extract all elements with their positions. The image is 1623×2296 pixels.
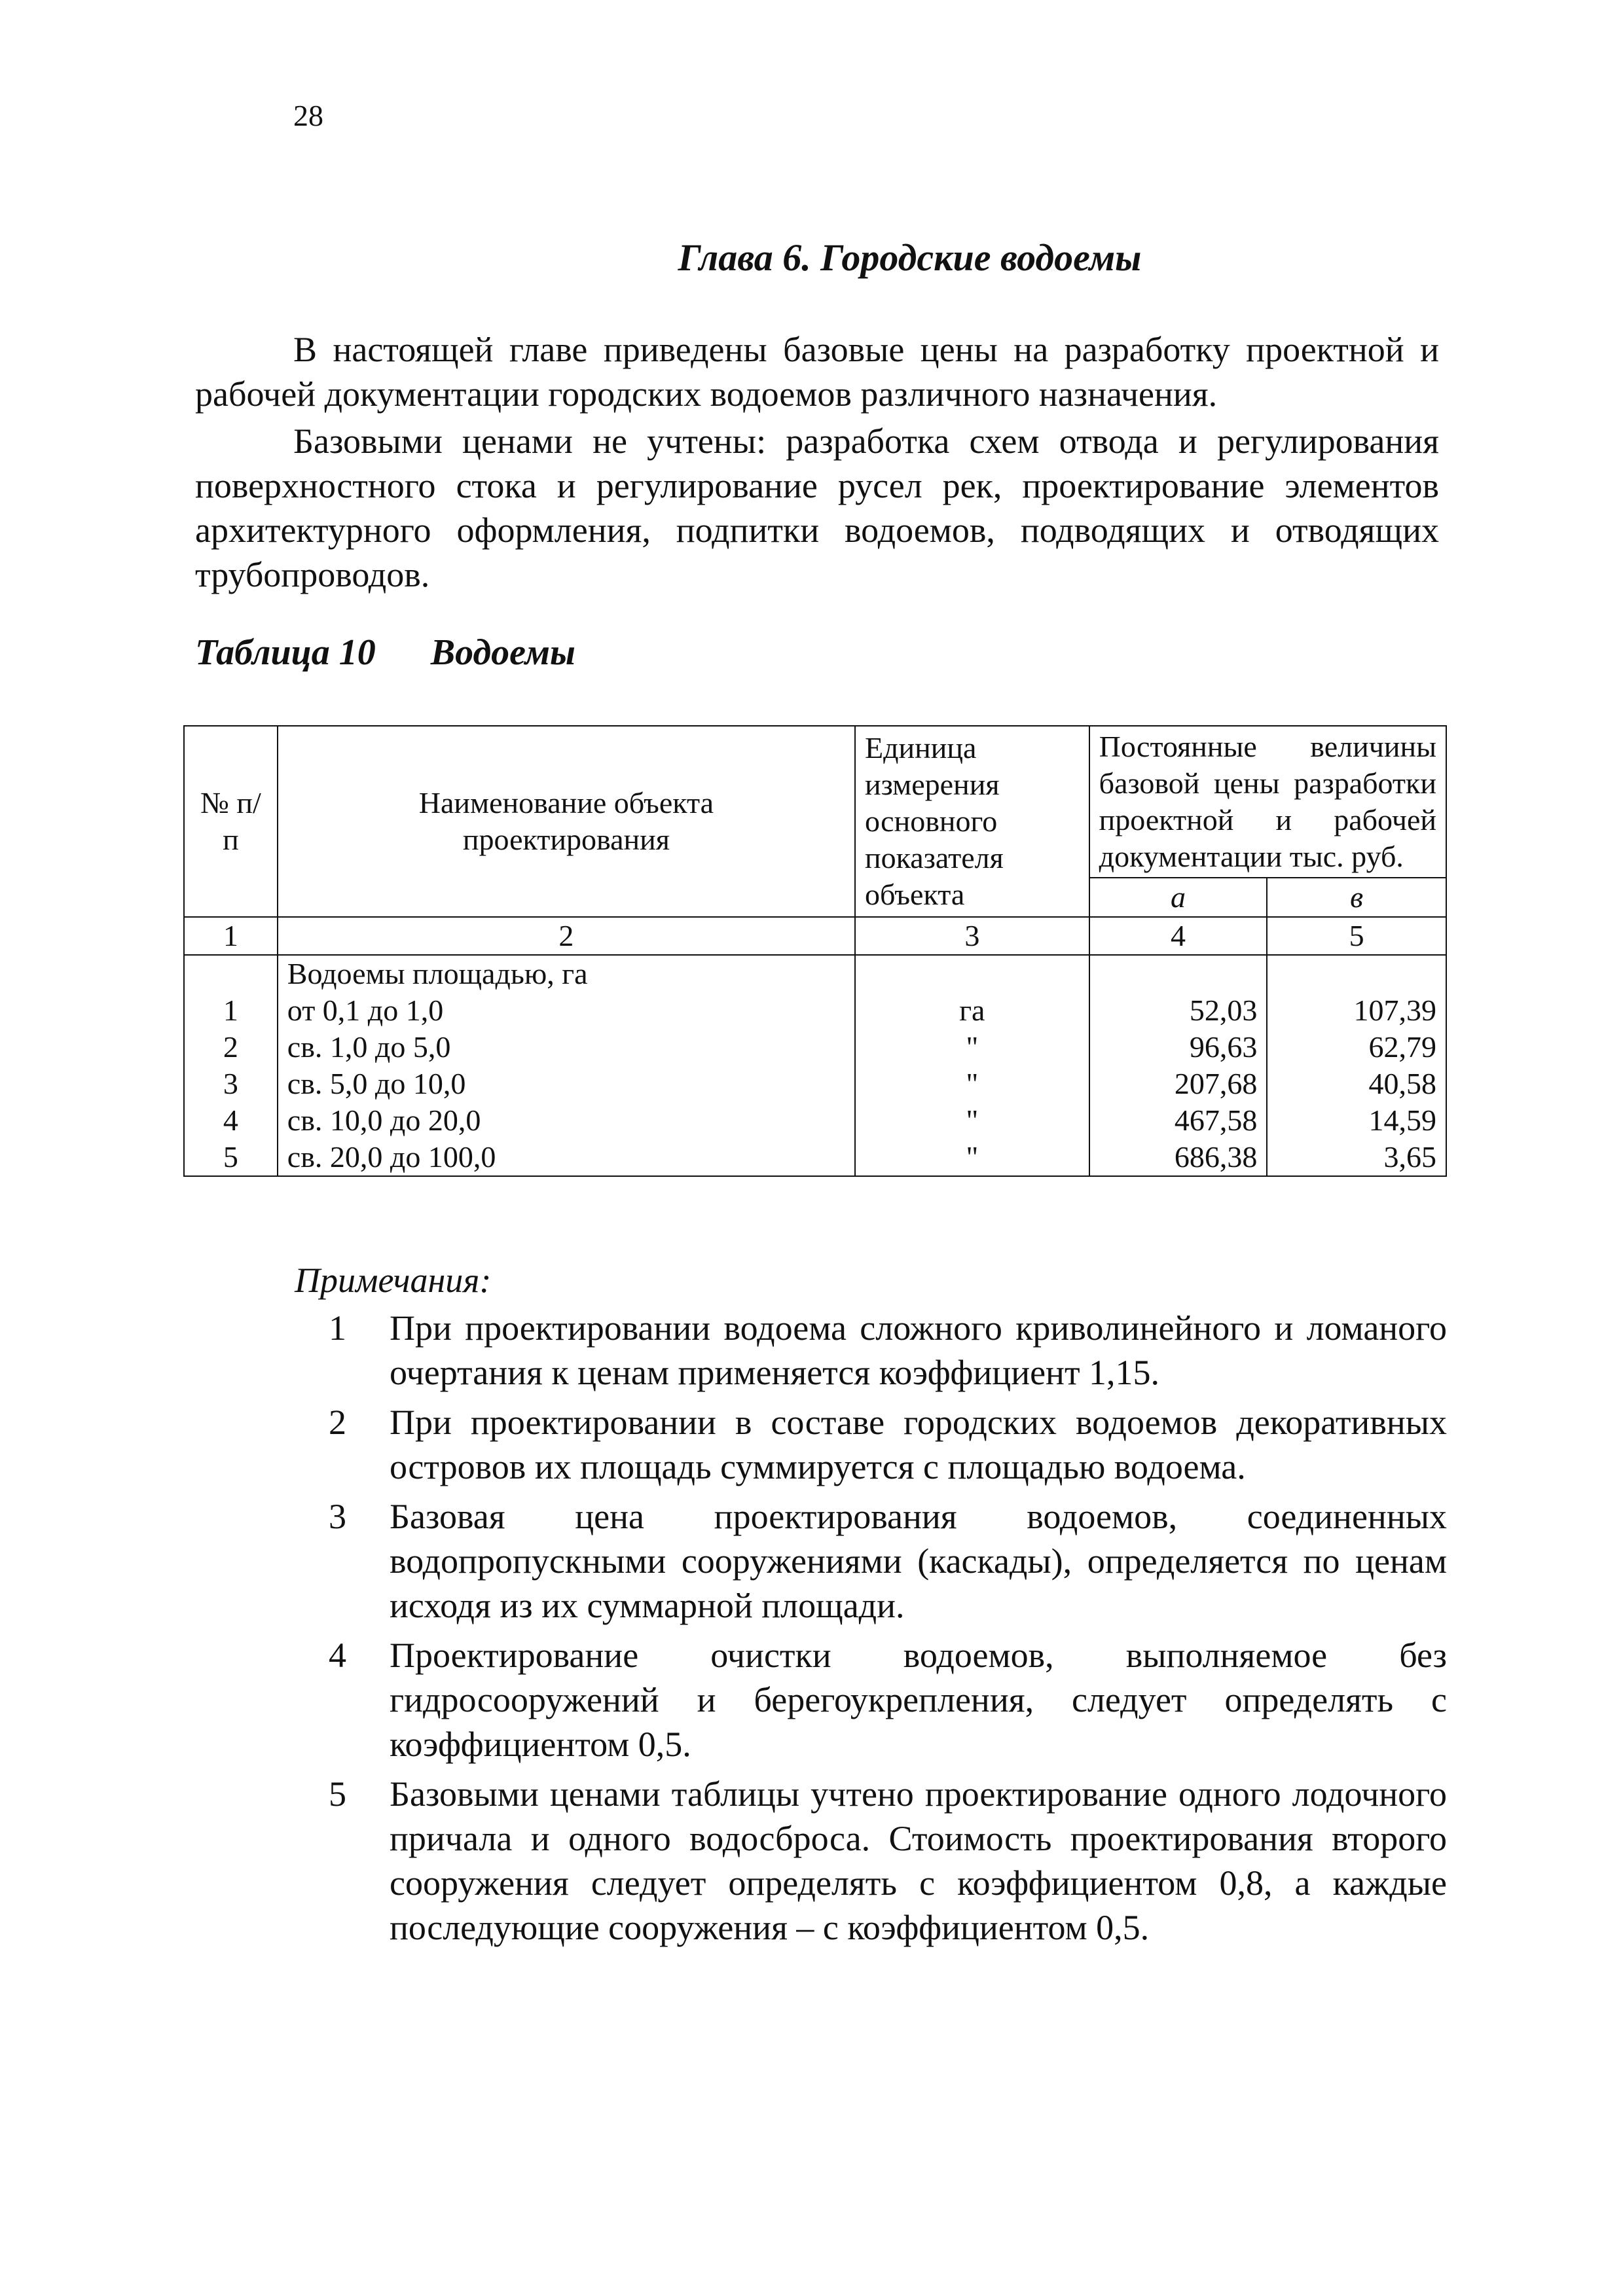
row-number: 4 xyxy=(223,1103,238,1137)
note-item xyxy=(295,1633,1447,1767)
prices-table xyxy=(183,725,1447,1177)
header-const: Постоянные величины базовой цены разработки проектной и рабочей документации тыс. руб. xyxy=(1089,726,1446,878)
column-number-row xyxy=(184,917,1446,955)
table-caption-label: Таблица 10 xyxy=(195,632,376,673)
note-item xyxy=(295,1772,1447,1950)
value-b: 14,59 xyxy=(1368,1103,1436,1137)
column-number: 4 xyxy=(1089,917,1267,955)
note-number: 5 xyxy=(329,1774,346,1814)
row-unit: " xyxy=(966,1103,979,1137)
note-number: 1 xyxy=(329,1308,346,1348)
row-units-cell xyxy=(855,955,1089,1176)
value-b: 107,39 xyxy=(1353,994,1436,1027)
note-text: Проектирование очистки водоемов, выполняемое без гидросооружений и берегоукрепления, следует определять с коэффициентом 0,5. xyxy=(390,1636,1447,1764)
row-number: 2 xyxy=(223,1030,238,1064)
row-number: 1 xyxy=(223,994,238,1027)
row-name: св. 1,0 до 5,0 xyxy=(287,1030,451,1064)
row-name: св. 10,0 до 20,0 xyxy=(287,1103,481,1137)
row-numbers-cell xyxy=(184,955,278,1176)
value-a: 686,38 xyxy=(1174,1140,1258,1174)
row-number: 3 xyxy=(223,1067,238,1100)
value-b: 62,79 xyxy=(1368,1030,1436,1064)
header-a: а xyxy=(1089,878,1267,917)
row-number: 5 xyxy=(223,1140,238,1174)
note-text: Базовыми ценами таблицы учтено проектирование одного лодочного причала и одного водосброса. Стоимость проектирования второго сооружения следует определять с коэффициентом 0,8, а каждые последующие сооружения – с коэффициентом 0,5. xyxy=(390,1774,1447,1947)
note-item xyxy=(295,1306,1447,1395)
note-text: При проектировании водоема сложного криволинейного и ломаного очертания к ценам применяется коэффициент 1,15. xyxy=(390,1308,1447,1392)
intro-paragraph: В настоящей главе приведены базовые цены на разработку проектной и рабочей документации городских водоемов различного назначения. xyxy=(195,330,1439,414)
table-body-row xyxy=(184,955,1446,1176)
page-number: 28 xyxy=(293,99,323,132)
note-text: При проектировании в составе городских водоемов декоративных островов их площадь суммируется с площадью водоема. xyxy=(390,1403,1447,1486)
header-num: № п/п xyxy=(184,726,278,917)
value-a: 52,03 xyxy=(1189,994,1258,1027)
row-unit: " xyxy=(966,1030,979,1064)
chapter-title: Глава 6. Городские водоемы xyxy=(678,236,1142,279)
row-name: св. 5,0 до 10,0 xyxy=(287,1067,466,1100)
value-b: 3,65 xyxy=(1383,1140,1436,1174)
note-item xyxy=(295,1400,1447,1489)
header-unit: Единица измерения основного показателя объекта xyxy=(855,726,1089,917)
row-name: от 0,1 до 1,0 xyxy=(287,994,444,1027)
column-number: 2 xyxy=(278,917,855,955)
header-name: Наименование объекта проектирования xyxy=(278,726,855,917)
note-item xyxy=(295,1494,1447,1628)
row-name: св. 20,0 до 100,0 xyxy=(287,1140,496,1174)
value-a: 96,63 xyxy=(1189,1030,1258,1064)
column-number: 1 xyxy=(184,917,278,955)
value-a: 207,68 xyxy=(1174,1067,1258,1100)
note-text: Базовая цена проектирования водоемов, соединенных водопропускными сооружениями (каскады), определяется по ценам исходя из их суммарной площади. xyxy=(390,1497,1447,1625)
table-caption-title: Водоемы xyxy=(430,632,575,673)
table-header-row xyxy=(184,726,1446,878)
header-b: в xyxy=(1267,878,1446,917)
row-unit: га xyxy=(959,994,985,1027)
column-number: 3 xyxy=(855,917,1089,955)
note-number: 4 xyxy=(329,1636,346,1675)
exclusions-paragraph: Базовыми ценами не учтены: разработка схем отвода и регулирования поверхностного стока и регулирование русел рек, проектирование элементов архитектурного оформления, подпитки водоемов, подводящих и отводящих трубопроводов. xyxy=(195,422,1439,594)
note-number: 2 xyxy=(329,1403,346,1442)
row-names-cell xyxy=(278,955,855,1176)
row-unit: " xyxy=(966,1140,979,1174)
table-caption xyxy=(195,632,575,673)
row-unit: " xyxy=(966,1067,979,1100)
row-a-values-cell xyxy=(1089,955,1267,1176)
value-b: 40,58 xyxy=(1368,1067,1436,1100)
notes-list xyxy=(295,1306,1447,1955)
group-label: Водоемы площадью, га xyxy=(287,957,588,990)
value-a: 467,58 xyxy=(1174,1103,1258,1137)
note-number: 3 xyxy=(329,1497,346,1536)
notes-title: Примечания: xyxy=(295,1261,492,1300)
row-b-values-cell xyxy=(1267,955,1446,1176)
column-number: 5 xyxy=(1267,917,1446,955)
